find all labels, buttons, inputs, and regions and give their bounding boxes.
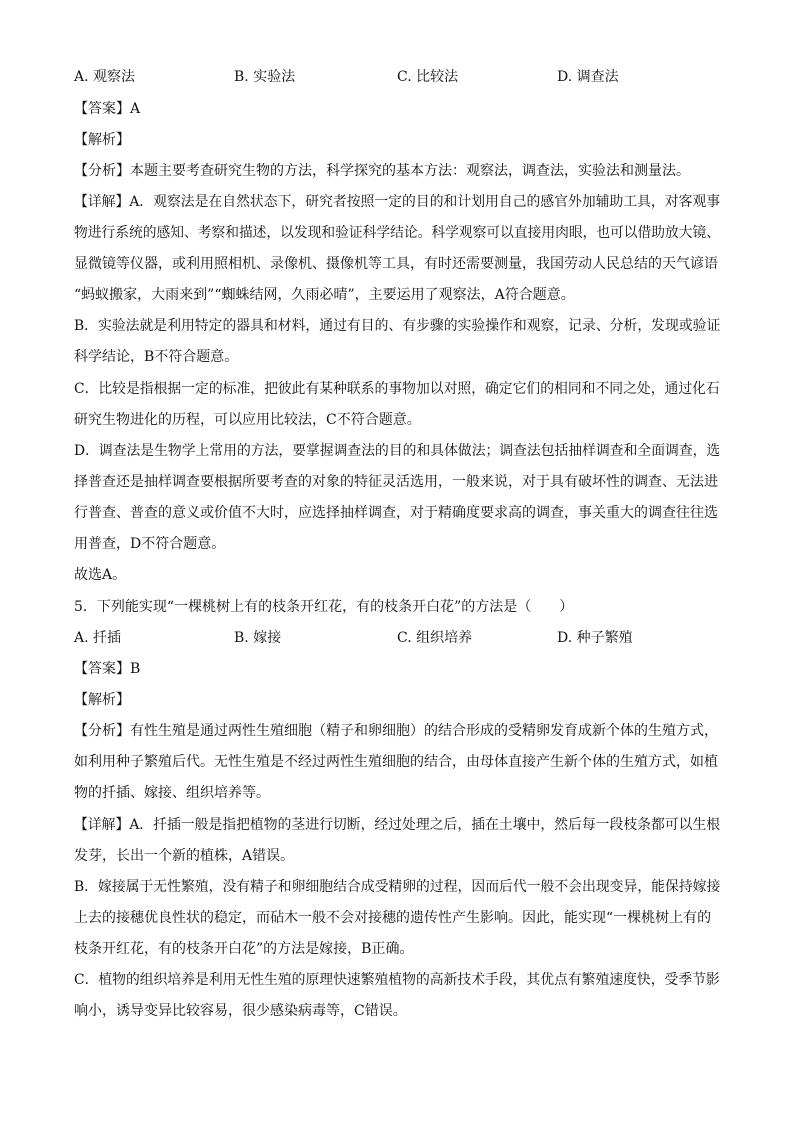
q4-line: 行普查、普查的意义或价值不大时，应选择抽样调查，对于精确度要求高的调查，事关重大的调查往往选: [74, 505, 718, 521]
q4-line: 研究生物进化的历程，可以应用比较法，C不符合题意。: [74, 412, 421, 428]
q5-analysis-label: 【解析】: [74, 692, 130, 708]
q5-line: 如利用种子繁殖后代。无性生殖是不经过两性生殖细胞的结合，由母体直接产生新个体的生殖方式，如植: [74, 754, 718, 770]
q5-line: C．植物的组织培养是利用无性生殖的原理快速繁殖植物的高新技术手段，其优点有繁殖速度快，受季节影: [74, 972, 720, 988]
q5-line: B．嫁接属于无性繁殖，没有精子和卵细胞结合成受精卵的过程，因而后代一般不会出现变异，能保持嫁接: [74, 879, 721, 895]
q4-conclusion: 故选A。: [74, 567, 127, 583]
q5-line: 响小，诱导变异比较容易，很少感染病毒等，C错误。: [74, 1003, 407, 1019]
q5-option-a: A. 扦插: [74, 630, 122, 646]
q4-option-a: A. 观察法: [74, 69, 136, 85]
q5-line: 物的扦插、嫁接、组织培养等。: [74, 785, 270, 801]
q4-option-b: B. 实验法: [234, 69, 296, 85]
q5-option-d: D. 种子繁殖: [557, 630, 633, 646]
q4-line: 【详解】A．观察法是在自然状态下，研究者按照一定的目的和计划用自己的感官外加辅助工具，对客观事: [74, 194, 721, 210]
q4-line: 【分析】本题主要考查研究生物的方法，科学探究的基本方法：观察法，调查法，实验法和测量法。: [74, 163, 690, 179]
q4-line: C．比较是指根据一定的标准，把彼此有某种联系的事物加以对照，确定它们的相同和不同之处，通过化石: [74, 381, 720, 397]
q5-line: 【详解】A．扦插一般是指把植物的茎进行切断，经过处理之后，插在土壤中，然后每一段枝条都可以生根: [74, 817, 721, 833]
q5-line: 枝条开红花，有的枝条开白花”的方法是嫁接，B正确。: [74, 941, 414, 957]
q4-option-d: D. 调查法: [557, 69, 619, 85]
q5-answer: 【答案】B: [74, 661, 141, 677]
q5-line: 【分析】有性生殖是通过两性生殖细胞（精子和卵细胞）的结合形成的受精卵发育成新个体的生殖方式，: [74, 723, 718, 739]
q4-line: 择普查还是抽样调查要根据所要考查的对象的特征灵活选用，一般来说，对于具有破坏性的调查、无法进: [74, 474, 718, 490]
q4-line: B．实验法就是利用特定的器具和材料，通过有目的、有步骤的实验操作和观察，记录、分析，发现或验证: [74, 318, 721, 334]
q4-option-c: C. 比较法: [397, 69, 459, 85]
q4-line: “蚂蚁搬家，大雨来到”“蜘蛛结网，久雨必晴”，主要运用了观察法，A符合题意。: [74, 287, 575, 303]
q4-line: 显微镜等仪器，或利用照相机、录像机、摄像机等工具，有时还需要测量，我国劳动人民总结的天气谚语: [74, 256, 718, 272]
q4-line: 物进行系统的感知、考察和描述，以发现和验证科学结论。科学观察可以直接用肉眼，也可以借助放大镜、: [74, 225, 721, 241]
q5-stem: 5．下列能实现“一棵桃树上有的枝条开红花，有的枝条开白花”的方法是（ ）: [74, 599, 574, 615]
q5-line: 发芽，长出一个新的植株，A错误。: [74, 848, 295, 864]
q5-option-b: B. 嫁接: [234, 630, 282, 646]
q4-line: 用普查，D不符合题意。: [74, 536, 226, 552]
q5-line: 上去的接穗优良性状的稳定，而砧木一般不会对接穗的遗传性产生影响。因此，能实现“一棵桃树上有的: [74, 910, 712, 926]
q4-answer: 【答案】A: [74, 101, 141, 117]
q4-line: 科学结论，B不符合题意。: [74, 349, 239, 365]
q4-line: D．调查法是生物学上常用的方法，要掌握调查法的目的和具体做法；调查法包括抽样调查和全面调查，选: [74, 443, 721, 459]
q5-option-c: C. 组织培养: [397, 630, 473, 646]
q4-analysis-label: 【解析】: [74, 132, 130, 148]
